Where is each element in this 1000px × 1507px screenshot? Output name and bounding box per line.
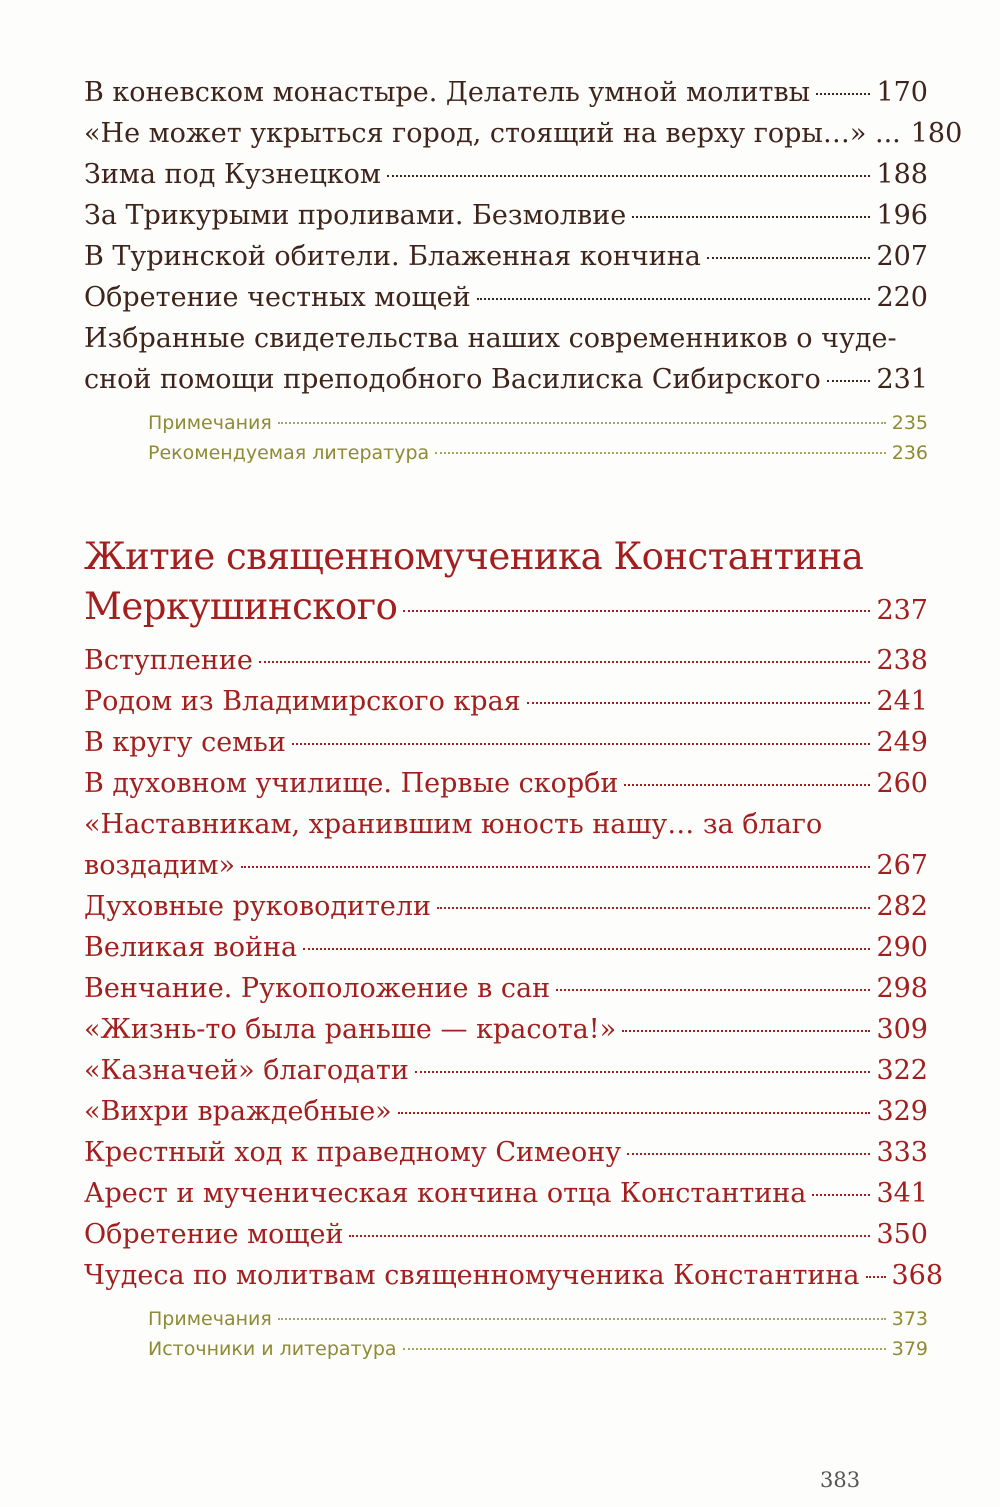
toc-entry-title-line2: сной помощи преподобного Василиска Сибирского: [84, 364, 821, 395]
toc-entry-page: 341: [876, 1178, 928, 1209]
toc-entry: [84, 763, 928, 804]
toc-entry-page: 180: [910, 118, 963, 149]
dot-leader: [415, 1071, 871, 1073]
dot-leader: [632, 216, 870, 218]
dot-leader: [477, 298, 871, 300]
toc-entry-title: В кругу семьи: [84, 727, 286, 758]
toc-entry: [84, 722, 928, 763]
section-title-row: [84, 582, 928, 632]
dot-leader: [387, 175, 871, 177]
toc-subentry-title: Примечания: [148, 1308, 272, 1330]
toc-entry-page: 220: [876, 282, 928, 313]
toc-entry: [84, 968, 928, 1009]
toc-entry-title: В духовном училище. Первые скорби: [84, 768, 619, 799]
toc-entry-page: 241: [876, 686, 928, 717]
dot-leader: [707, 257, 871, 259]
toc-entry: [84, 1009, 928, 1050]
toc-entry: [84, 72, 928, 113]
toc-entry: [84, 927, 928, 968]
dot-leader: [398, 1112, 871, 1114]
toc-entry-page: 238: [876, 645, 928, 676]
toc-entry: [84, 236, 928, 277]
toc-entry-title: Духовные руководители: [84, 891, 432, 922]
toc-entry-title: «Вихри враждебные»: [84, 1096, 392, 1127]
toc-subentry-page: 379: [891, 1338, 928, 1360]
toc-subentry-page: 373: [891, 1308, 928, 1330]
toc-entry-title-line1: «Наставникам, хранившим юность нашу… за благо: [84, 809, 823, 840]
toc-entry-page: 309: [876, 1014, 928, 1045]
section-heading: [84, 532, 928, 632]
toc-entry-title: Обретение честных мощей: [84, 282, 471, 313]
toc-entry: [84, 640, 928, 681]
toc-entry: [84, 1255, 944, 1296]
toc-entry-title: Венчание. Рукоположение в сан: [84, 973, 551, 1004]
toc-entry: [84, 1132, 928, 1173]
dot-leader: [278, 1318, 886, 1320]
toc-subentry-title: Примечания: [148, 412, 272, 434]
toc-entry: [84, 154, 928, 195]
toc-entry-title: Крестный ход к праведному Симеону: [84, 1137, 622, 1168]
toc-entry: [84, 113, 963, 154]
section-title-line1: Житие священномученика Константина: [84, 535, 864, 578]
toc-subentry: [84, 1304, 928, 1334]
toc-entry-page: 322: [876, 1055, 928, 1086]
toc-entry-page: 282: [876, 891, 928, 922]
toc-entry: [84, 681, 928, 722]
toc-entry-page: 368: [891, 1260, 944, 1291]
section-page: 237: [876, 595, 928, 626]
toc-subentry: [84, 408, 928, 438]
dot-leader: [241, 866, 870, 868]
toc-subentry-page: 235: [891, 412, 928, 434]
toc-entry-title: За Трикурыми проливами. Безмолвие: [84, 200, 627, 231]
toc-entry-title: Великая война: [84, 932, 298, 963]
dot-leader: [349, 1235, 870, 1237]
dot-leader: [303, 948, 870, 950]
toc-entry-page: 298: [876, 973, 928, 1004]
toc-entry: [84, 277, 928, 318]
toc-entry: [84, 1173, 928, 1214]
toc-entry-title: Чудеса по молитвам священномученика Константина: [84, 1260, 860, 1291]
toc-entry-title-line1: Избранные свидетельства наших современников о чуде-: [84, 323, 897, 354]
toc-top-block: [84, 72, 963, 468]
toc-entry-title: Вступление: [84, 645, 253, 676]
dot-leader: [622, 1030, 870, 1032]
toc-entry-title: «Жизнь-то была раньше — красота!»: [84, 1014, 617, 1045]
dot-leader: [627, 1153, 870, 1155]
toc-entry: [84, 359, 928, 400]
toc-entry: [84, 1050, 928, 1091]
page-number: 383: [820, 1468, 861, 1492]
toc-entry-title: «Не может укрыться город, стоящий на верху горы…» ...: [84, 118, 901, 149]
toc-entry-page: 170: [876, 77, 928, 108]
dot-leader: [816, 93, 870, 95]
toc-entry-page: 188: [876, 159, 928, 190]
toc-subentry: [84, 1334, 928, 1364]
toc-entry-title: Арест и мученическая кончина отца Константина: [84, 1178, 807, 1209]
dot-leader: [812, 1194, 870, 1196]
dot-leader: [259, 661, 871, 663]
toc-entry-page: 333: [876, 1137, 928, 1168]
toc-entry-title: В коневском монастыре. Делатель умной молитвы: [84, 77, 811, 108]
toc-subentry-title: Рекомендуемая литература: [148, 442, 430, 464]
toc-entry-title: В Туринской обители. Блаженная кончина: [84, 241, 701, 272]
toc-entry-page: 350: [876, 1219, 928, 1250]
toc-entry-title: Зима под Кузнецком: [84, 159, 381, 190]
toc-section-block: [84, 640, 944, 1364]
dot-leader: [403, 1348, 886, 1350]
toc-entry-title: «Казначей» благодати: [84, 1055, 409, 1086]
dot-leader: [403, 610, 870, 612]
toc-entry-page: 196: [876, 200, 928, 231]
dot-leader: [527, 702, 871, 704]
toc-entry-page: 290: [876, 932, 928, 963]
toc-entry: [84, 845, 928, 886]
toc-entry-page: 231: [876, 364, 928, 395]
toc-entry-title: Родом из Владимирского края: [84, 686, 521, 717]
toc-entry-page: 249: [876, 727, 928, 758]
dot-leader: [866, 1276, 886, 1278]
dot-leader: [624, 784, 870, 786]
dot-leader: [437, 907, 870, 909]
toc-entry-title-line2: воздадим»: [84, 850, 236, 881]
toc-subentry-page: 236: [891, 442, 928, 464]
dot-leader: [292, 743, 871, 745]
toc-subentry: [84, 438, 928, 468]
dot-leader: [556, 989, 870, 991]
toc-subentry-title: Источники и литература: [148, 1338, 397, 1360]
toc-entry: [84, 1214, 928, 1255]
toc-entry-title: Обретение мощей: [84, 1219, 344, 1250]
dot-leader: [827, 380, 871, 382]
toc-entry-page: 329: [876, 1096, 928, 1127]
section-title-line2: Меркушинского: [84, 585, 398, 628]
dot-leader: [278, 422, 886, 424]
toc-entry-page: 267: [876, 850, 928, 881]
toc-entry-page: 260: [876, 768, 928, 799]
toc-entry: [84, 886, 928, 927]
toc-entry: [84, 1091, 928, 1132]
toc-entry-page: 207: [876, 241, 928, 272]
dot-leader: [435, 452, 886, 454]
toc-entry: [84, 195, 928, 236]
